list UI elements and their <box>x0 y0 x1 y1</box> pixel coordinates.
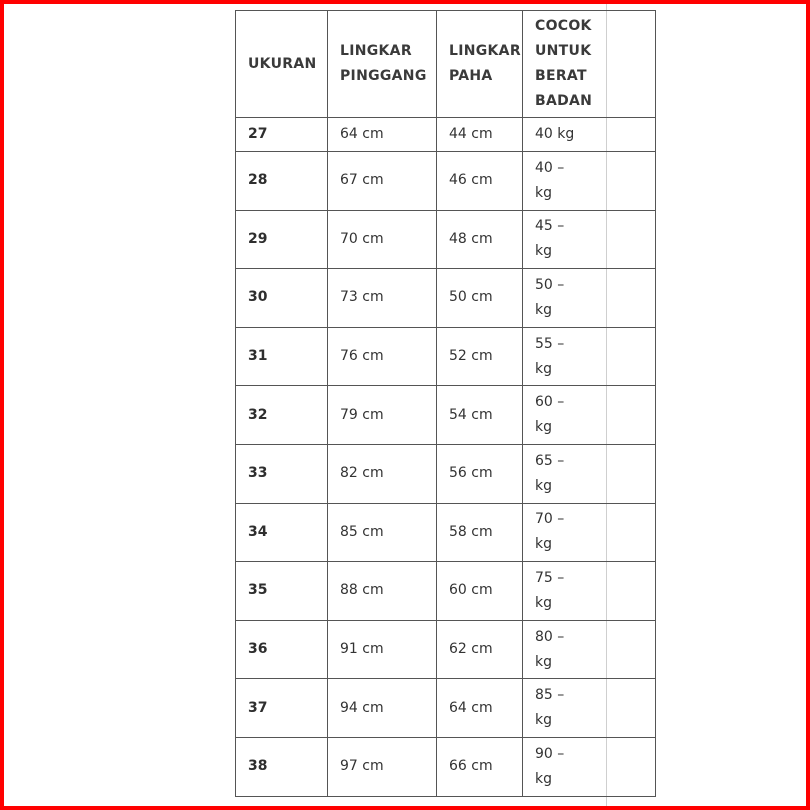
thigh-cell: 44 cm <box>437 118 523 152</box>
thigh-cell: 58 cm <box>437 503 523 562</box>
table-row <box>236 562 656 621</box>
table-body <box>236 118 656 797</box>
weight-cell <box>523 210 656 269</box>
header-text: LINGKAR <box>449 43 521 59</box>
table-header-row <box>236 11 656 118</box>
thigh-cell: 60 cm <box>437 562 523 621</box>
weight-cell <box>523 118 656 152</box>
thigh-cell: 64 cm <box>437 679 523 738</box>
table-row <box>236 737 656 796</box>
weight-text: 55 – <box>535 335 565 352</box>
waist-cell: 70 cm <box>328 210 437 269</box>
waist-cell: 73 cm <box>328 269 437 328</box>
table-row <box>236 327 656 386</box>
size-cell: 30 <box>236 269 328 328</box>
thigh-cell: 48 cm <box>437 210 523 269</box>
header-text: UNTUK <box>535 43 592 59</box>
size-chart-table <box>235 10 656 797</box>
weight-text: kg <box>535 419 552 436</box>
weight-text: kg <box>535 653 552 670</box>
weight-cell <box>523 444 656 503</box>
waist-cell: 97 cm <box>328 737 437 796</box>
waist-cell: 79 cm <box>328 386 437 445</box>
table-row <box>236 620 656 679</box>
thigh-cell: 54 cm <box>437 386 523 445</box>
weight-text: 85 – <box>535 687 565 704</box>
size-cell: 27 <box>236 118 328 152</box>
weight-text: 40 kg <box>535 126 575 142</box>
header-text: PINGGANG <box>340 68 427 84</box>
weight-text: 65 – <box>535 452 565 469</box>
weight-text: 90 – <box>535 745 565 762</box>
table-row <box>236 386 656 445</box>
weight-cell <box>523 562 656 621</box>
header-cocok-untuk-berat-badan <box>523 11 656 118</box>
waist-cell: 82 cm <box>328 444 437 503</box>
size-cell: 38 <box>236 737 328 796</box>
weight-text: kg <box>535 477 552 494</box>
weight-cell <box>523 620 656 679</box>
size-cell: 31 <box>236 327 328 386</box>
waist-cell: 94 cm <box>328 679 437 738</box>
weight-text: kg <box>535 243 552 260</box>
size-cell: 29 <box>236 210 328 269</box>
weight-text: 40 – <box>535 159 565 176</box>
thigh-cell: 52 cm <box>437 327 523 386</box>
header-lingkar-paha <box>437 11 523 118</box>
thigh-cell: 56 cm <box>437 444 523 503</box>
thigh-cell: 62 cm <box>437 620 523 679</box>
header-ukuran <box>236 11 328 118</box>
weight-text: kg <box>535 301 552 318</box>
size-table-scroll-container[interactable] <box>235 10 593 798</box>
waist-cell: 67 cm <box>328 152 437 211</box>
weight-cell <box>523 503 656 562</box>
size-cell: 33 <box>236 444 328 503</box>
weight-text: kg <box>535 712 552 729</box>
header-text: COCOK <box>535 18 592 34</box>
weight-cell <box>523 737 656 796</box>
weight-text: kg <box>535 770 552 787</box>
header-text: LINGKAR <box>340 43 412 59</box>
table-row <box>236 444 656 503</box>
size-cell: 32 <box>236 386 328 445</box>
table-row <box>236 210 656 269</box>
table-row <box>236 679 656 738</box>
weight-cell <box>523 327 656 386</box>
size-cell: 36 <box>236 620 328 679</box>
thigh-cell: 66 cm <box>437 737 523 796</box>
weight-text: 75 – <box>535 569 565 586</box>
weight-cell <box>523 152 656 211</box>
waist-cell: 91 cm <box>328 620 437 679</box>
waist-cell: 85 cm <box>328 503 437 562</box>
weight-text: kg <box>535 536 552 553</box>
waist-cell: 64 cm <box>328 118 437 152</box>
header-text: BADAN <box>535 93 593 109</box>
weight-text: 50 – <box>535 276 565 293</box>
weight-cell <box>523 386 656 445</box>
thigh-cell: 46 cm <box>437 152 523 211</box>
header-lingkar-pinggang <box>328 11 437 118</box>
header-text: BERAT <box>535 68 587 84</box>
weight-text: kg <box>535 360 552 377</box>
weight-text: 80 – <box>535 628 565 645</box>
weight-text: 60 – <box>535 394 565 411</box>
table-row <box>236 152 656 211</box>
table-row <box>236 503 656 562</box>
weight-cell <box>523 269 656 328</box>
waist-cell: 88 cm <box>328 562 437 621</box>
size-cell: 37 <box>236 679 328 738</box>
table-row <box>236 269 656 328</box>
weight-text: kg <box>535 184 552 201</box>
table-row <box>236 118 656 152</box>
thigh-cell: 50 cm <box>437 269 523 328</box>
header-text: UKURAN <box>248 55 317 72</box>
weight-text: kg <box>535 594 552 611</box>
size-cell: 35 <box>236 562 328 621</box>
header-text: PAHA <box>449 68 493 84</box>
waist-cell: 76 cm <box>328 327 437 386</box>
weight-cell <box>523 679 656 738</box>
weight-text: 45 – <box>535 218 565 235</box>
weight-text: 70 – <box>535 511 565 528</box>
size-cell: 28 <box>236 152 328 211</box>
size-cell: 34 <box>236 503 328 562</box>
